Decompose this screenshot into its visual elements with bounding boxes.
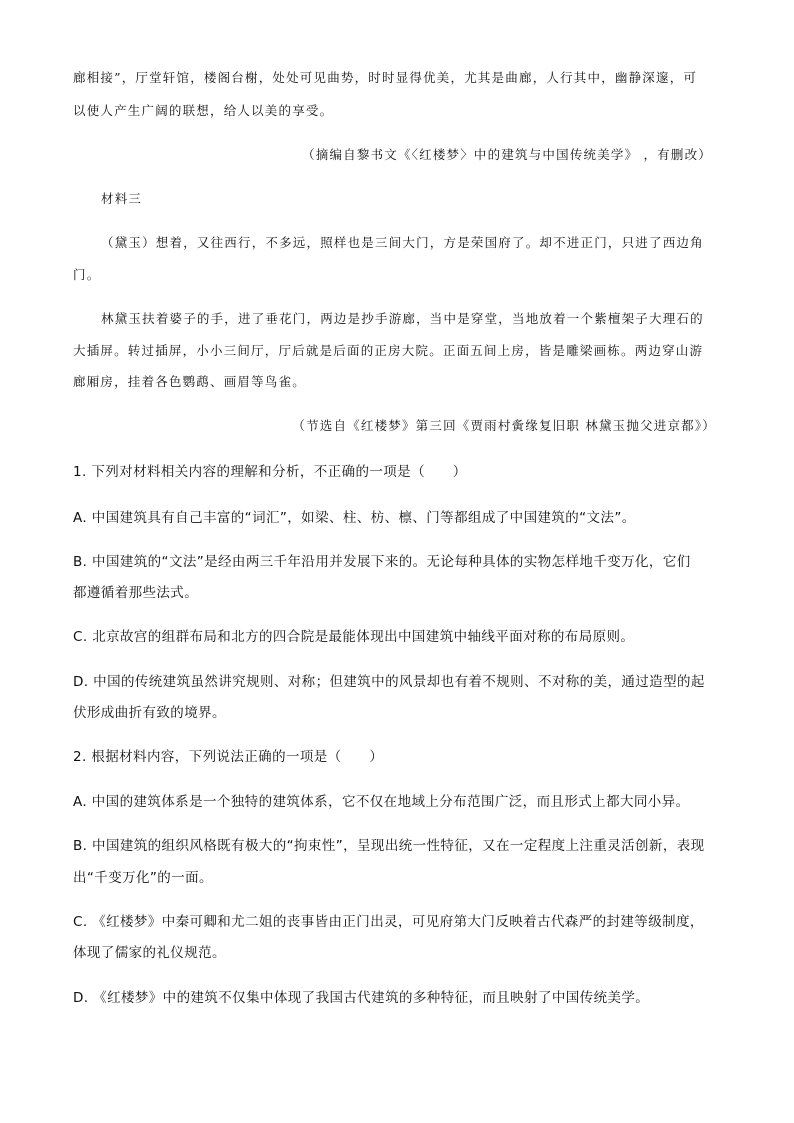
material3-source: （节选自《红楼梦》第三回《贾雨村夤缘复旧职 林黛玉抛父进京都》） xyxy=(292,418,716,433)
question2-option-b-line-2: 出“千变万化”的一面。 xyxy=(73,870,213,886)
question2-option-b-line-1: B. 中国建筑的组织风格既有极大的“拘束性”，呈现出统一性特征，又在一定程度上注重灵活创新，表现 xyxy=(73,838,705,854)
question1-option-d-line-2: 伏形成曲折有致的境界。 xyxy=(73,705,226,721)
question2-option-d: D. 《红楼梦》中的建筑不仅集中体现了我国古代建筑的多种特征，而且映射了中国传统美学。 xyxy=(73,990,650,1006)
question1-option-d-line-1: D. 中国的传统建筑虽然讲究规则、对称；但建筑中的风景却也有着不规则、不对称的美，通过造型的起 xyxy=(73,674,705,690)
question1-option-c: C. 北京故宫的组群布局和北方的四合院是最能体现出中国建筑中轴线平面对称的布局原则。 xyxy=(73,629,635,645)
material3-para2-line-2: 大插屏。转过插屏，小小三间厅，厅后就是后面的正房大院。正面五间上房，皆是雕梁画栋。两边穿山游 xyxy=(73,343,704,358)
material3-heading: 材料三 xyxy=(101,191,143,206)
material3-para1-line-2: 门。 xyxy=(73,267,101,282)
question2-stem: 2. 根据材料内容，下列说法正确的一项是（ ） xyxy=(73,749,384,765)
material3-para1-line-1: （黛玉）想着，又往西行，不多远，照样也是三间大门，方是荣国府了。却不进正门，只进了西边角 xyxy=(101,235,704,250)
question1-option-b-line-2: 都遵循着那些法式。 xyxy=(73,585,199,601)
material2-line-1: 廊相接”，厅堂轩馆，楼阁台榭，处处可见曲势，时时显得优美，尤其是曲廊，人行其中，幽静深邃，可 xyxy=(73,70,698,85)
question2-option-c-line-2: 体现了儒家的礼仪规范。 xyxy=(73,945,226,961)
material3-para2-line-1: 林黛玉扶着婆子的手，进了垂花门，两边是抄手游廊，当中是穿堂，当地放着一个紫檀架子大理石的 xyxy=(101,311,704,326)
question1-option-b-line-1: B. 中国建筑的“文法”是经由两三千年沿用并发展下来的。无论每种具体的实物怎样地千变万化，它们 xyxy=(73,554,691,570)
question1-stem: 1. 下列对材料相关内容的理解和分析，不正确的一项是（ ） xyxy=(73,464,467,480)
material2-line-2: 以使人产生广阔的联想，给人以美的享受。 xyxy=(73,103,334,118)
question2-option-c-line-1: C. 《红楼梦》中秦可卿和尤二姐的丧事皆由正门出灵，可见府第大门反映着古代森严的封建等级制度， xyxy=(73,914,704,930)
material3-para2-line-3: 廊厢房，挂着各色鹦鹉、画眉等鸟雀。 xyxy=(73,374,306,389)
question1-option-a: A. 中国建筑具有自己丰富的“词汇”，如梁、柱、枋、檩、门等都组成了中国建筑的“文法”。 xyxy=(73,510,636,526)
question2-option-a: A. 中国的建筑体系是一个独特的建筑体系，它不仅在地域上分布范围广泛，而且形式上都大同小异。 xyxy=(73,794,690,810)
material2-source: （摘编自黎书文《〈红楼梦〉中的建筑与中国传统美学》 ，有删改） xyxy=(302,147,712,162)
